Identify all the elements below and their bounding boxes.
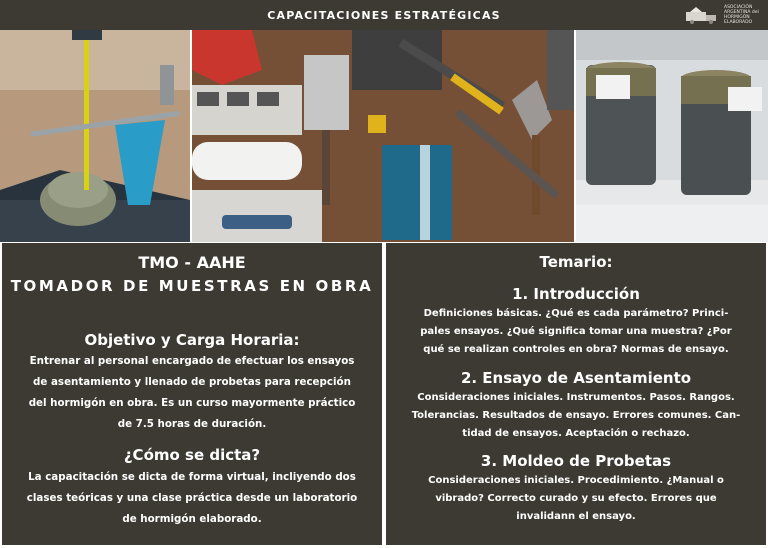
course-info-panel: [2, 243, 382, 545]
objective-heading: Objetivo y Carga Horaria:: [84, 331, 300, 349]
course-code: TMO - AAHE: [138, 253, 246, 272]
photo-strip: [0, 30, 768, 242]
section-title: 2. Ensayo de Asentamiento: [460, 369, 692, 387]
photo-slump-test: [0, 30, 190, 242]
aahe-logo: [686, 3, 760, 27]
how-heading: ¿Cómo se dicta?: [123, 446, 261, 464]
section-title: 1. Introducción: [512, 285, 640, 303]
photo-cylinder-molds: [576, 30, 768, 242]
photo-tools: [192, 30, 574, 242]
logo-text: ASOCIACIÓN ARGENTINA del HORMIGÓN ELABORADO: [724, 5, 759, 25]
header-bar: [0, 0, 768, 30]
section-text: Consideraciones iniciales. Instrumentos. Pasos. Rangos. Tolerancias. Resultados de ensayo. Errores comunes. Can- tidad de ensayos. Aceptación o rechazo.: [411, 392, 741, 439]
section-title: 3. Moldeo de Probetas: [480, 452, 672, 470]
course-title: TOMADOR DE MUESTRAS EN OBRA: [10, 277, 374, 295]
page-title: CAPACITACIONES ESTRATÉGICAS: [267, 8, 501, 22]
syllabus-heading: Temario:: [539, 253, 613, 271]
section-text: Consideraciones iniciales. Procedimiento. ¿Manual o vibrado? Correcto curado y su efecto. Errores que invalidann el ensayo.: [428, 475, 724, 522]
section-text: Definiciones básicas. ¿Qué es cada parámetro? Princi- pales ensayos. ¿Qué significa tomar una muestra? ¿Por qué se realizan controles en obra? Normas de ensayo.: [420, 308, 732, 355]
truck-logo-icon: [686, 6, 720, 24]
objective-text: Entrenar al personal encargado de efectuar los ensayos de asentamiento y llenado de probetas para recepción del hormigón en obra. Es un curso mayormente práctico de 7.5 horas de duración.: [28, 355, 356, 430]
syllabus-panel: [386, 243, 766, 545]
how-text: La capacitación se dicta de forma virtual, incliyendo dos clases teóricas y una clase práctica desde un laboratorio de hormigón elaborado.: [26, 471, 358, 525]
